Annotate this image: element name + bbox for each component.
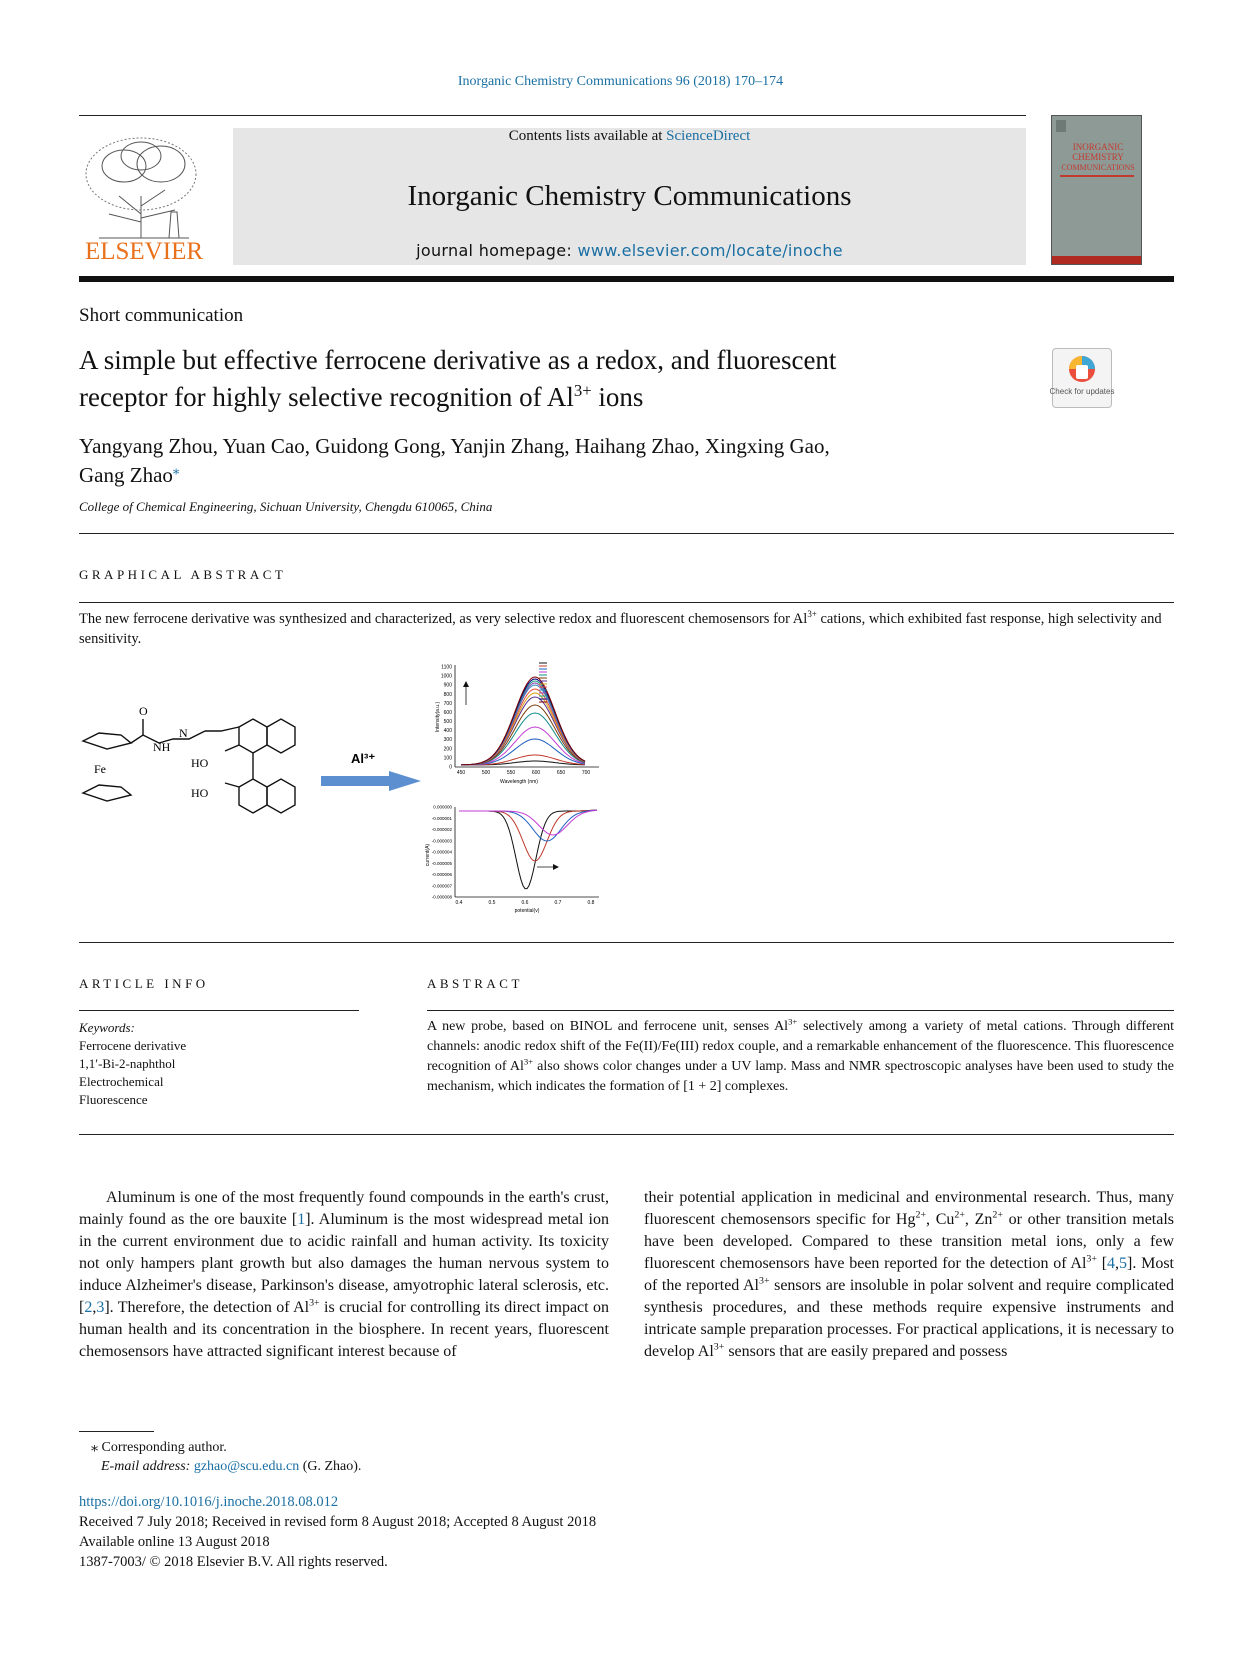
keywords <box>79 1019 359 1109</box>
elsevier-wordmark: ELSEVIER <box>84 238 204 265</box>
body-column-left <box>79 1187 609 1363</box>
graphical-abstract-heading: GRAPHICAL ABSTRACT <box>79 567 287 582</box>
ho-label-1: HO <box>191 756 209 770</box>
fl-xtick-label: 450 <box>456 770 466 776</box>
abstract-part: also shows color changes under a UV lamp. Mass and NMR spectroscopic analyses have been used to study the mechanism, which indicates the formation of [1 + 2] complexes. <box>427 1059 1174 1094</box>
ga-text-sup: 3+ <box>807 609 817 620</box>
fl-xtick-label: 600 <box>531 770 541 776</box>
copyright: 1387-7003/ © 2018 Elsevier B.V. All rights reserved. <box>79 1554 388 1570</box>
abstract-rule <box>427 1010 1174 1011</box>
fl-ytick-label: 800 <box>443 691 452 698</box>
body-sup: 2+ <box>954 1209 965 1221</box>
graphical-abstract-figure <box>79 655 619 925</box>
fl-ytick-label: 700 <box>443 700 452 707</box>
body-sup: 3+ <box>309 1297 320 1309</box>
title-line-2-post: ions <box>591 382 644 412</box>
header-thick-rule <box>79 276 1174 282</box>
abstract-heading: ABSTRACT <box>427 976 523 991</box>
cv-xlabel: potential(v) <box>514 908 540 914</box>
footnote-text: Corresponding author. <box>98 1440 227 1455</box>
abstract-part: A new probe, based on BINOL and ferrocene unit, senses Al <box>427 1019 789 1034</box>
check-updates-label: Check for updates <box>1049 387 1115 396</box>
cv-xtick-label: 0.6 <box>521 900 529 906</box>
body-text: , Cu <box>926 1211 955 1228</box>
reference-link[interactable]: 1 <box>297 1211 306 1228</box>
section-rule <box>79 942 1174 943</box>
title-line-1: A simple but effective ferrocene derivative as a redox, and fluorescent <box>79 345 837 375</box>
title-line-2-pre: receptor for highly selective recognition of Al <box>79 382 574 412</box>
n-label: N <box>179 726 188 740</box>
ferrocene-structure <box>83 719 295 813</box>
reference-link[interactable]: 2 <box>84 1299 93 1316</box>
cover-title-3: COMMUNICATIONS <box>1061 163 1135 172</box>
keyword-item: Ferrocene derivative <box>79 1038 187 1053</box>
fl-xlabel: Wavelength (nm) <box>500 779 538 785</box>
cv-ytick-label: -0.000007 <box>431 883 452 889</box>
journal-reference[interactable]: Inorganic Chemistry Communications 96 (2018) 170–174 <box>457 74 784 89</box>
contents-prefix: Contents lists available at <box>508 128 667 144</box>
body-text: , <box>92 1299 97 1316</box>
ga-text-post: cations, which exhibited fast response, high selectivity and sensitivity. <box>79 611 1162 647</box>
authors <box>79 432 979 490</box>
body-text: sensors are insoluble in polar solvent and require complicated synthesis procedures, and these methods require expensive instruments and intricate sample preparation processes. For practical applications, it is necessary to develop Al <box>644 1277 1175 1360</box>
cover-title-2: CHEMISTRY <box>1072 152 1124 162</box>
body-text: , Zn <box>964 1211 993 1228</box>
body-sup: 2+ <box>992 1209 1003 1221</box>
fl-ytick-label: 1100 <box>441 664 452 671</box>
cv-xtick-label: 0.7 <box>554 900 562 906</box>
received-dates: Received 7 July 2018; Received in revised form 8 August 2018; Accepted 8 August 2018 <box>79 1514 597 1530</box>
fe-label: Fe <box>94 762 106 776</box>
body-text: ]. Therefore, the detection of Al <box>104 1299 310 1316</box>
cv-ytick-label: 0.000000 <box>433 804 452 810</box>
cv-ytick-label: -0.000001 <box>431 815 452 821</box>
homepage-prefix: journal homepage: <box>416 241 578 260</box>
footnote-mark: ⁎ <box>91 1440 98 1455</box>
cv-ytick-label: -0.000006 <box>431 872 452 877</box>
affiliation: College of Chemical Engineering, Sichuan University, Chengdu 610065, China <box>79 499 493 514</box>
footnote-rule <box>79 1431 154 1432</box>
cv-ytick-label: -0.000002 <box>431 827 452 832</box>
body-text: Aluminum is one of the most frequently found compounds in the earth's crust, mainly found as the ore bauxite [ <box>79 1189 609 1228</box>
header-rule <box>79 115 1026 116</box>
journal-title: Inorganic Chemistry Communications <box>407 180 852 212</box>
o-label: O <box>139 704 148 718</box>
keyword-item: Electrochemical <box>79 1074 164 1089</box>
reference-link[interactable]: 5 <box>1119 1255 1128 1272</box>
abstract-sup: 3+ <box>523 1056 534 1067</box>
cv-ylabel: current(A) <box>425 843 431 867</box>
keyword-item: Fluorescence <box>79 1092 148 1107</box>
homepage-link[interactable]: www.elsevier.com/locate/inoche <box>577 241 843 260</box>
fl-ytick-label: 400 <box>443 728 452 735</box>
cv-xtick-label: 0.8 <box>587 900 595 906</box>
body-text: sensors that are easily prepared and possess <box>724 1343 1008 1360</box>
nh-label: NH <box>153 740 171 754</box>
cv-xtick-label: 0.5 <box>488 900 496 906</box>
abstract-text <box>427 1017 1174 1097</box>
body-sup: 3+ <box>758 1275 770 1287</box>
email-owner: (G. Zhao). <box>299 1459 362 1474</box>
journal-cover[interactable] <box>1051 115 1142 265</box>
reference-link[interactable]: 4 <box>1107 1255 1116 1272</box>
authors-line-2-text: Gang Zhao <box>79 463 173 487</box>
authors-line-1: Yangyang Zhou, Yuan Cao, Guidong Gong, Yanjin Zhang, Haihang Zhao, Xingxing Gao, <box>79 434 830 458</box>
cover-title-1: INORGANIC <box>1072 142 1124 152</box>
cv-ytick-label: -0.000003 <box>431 838 452 844</box>
body-text: ]. Aluminum is the most widespread metal ion in the current environment due to acidic rainfall and human activity. Its toxicity not only hampers plant growth but also damages the human nervous system to induce Alzheimer's disease, Parkinson's disease, amyotrophic lateral sclerosis, etc. [ <box>79 1211 609 1316</box>
fl-curve <box>461 697 585 765</box>
cover-image <box>1052 116 1141 264</box>
fl-curve <box>461 705 585 765</box>
available-online: Available online 13 August 2018 <box>79 1534 270 1550</box>
section-rule <box>79 602 1174 603</box>
fl-ytick-label: 600 <box>443 709 452 716</box>
fl-ytick-label: 200 <box>443 746 452 753</box>
article-type: Short communication <box>79 305 244 326</box>
doi-link[interactable]: https://doi.org/10.1016/j.inoche.2018.08.012 <box>79 1494 339 1510</box>
al-arrow-label: Al³⁺ <box>351 751 376 766</box>
body-sup: 3+ <box>713 1341 725 1353</box>
check-for-updates-button[interactable] <box>1049 348 1115 408</box>
fl-xtick-label: 700 <box>581 770 591 776</box>
cv-curve <box>459 810 597 841</box>
reaction-arrow <box>321 771 421 791</box>
fl-ytick-label: 1000 <box>440 673 452 680</box>
cv-curve <box>459 810 597 861</box>
email-link[interactable]: gzhao@scu.edu.cn <box>193 1459 300 1474</box>
journal-homepage <box>233 241 1026 260</box>
body-text: is crucial for controlling its direct impact on human health and its concentration in the biosphere. In recent years, fluorescent chemosensors have attracted significant interest because of <box>79 1299 610 1360</box>
body-text: their potential application in medicinal and environmental research. Thus, many fluorescent chemosensors specific for Hg <box>644 1189 1174 1228</box>
contents-line <box>233 128 1026 145</box>
publication-info <box>79 1492 596 1572</box>
fl-xtick-label: 500 <box>481 770 491 776</box>
fl-ytick-label: 500 <box>443 719 452 726</box>
check-updates-icon <box>1049 349 1115 407</box>
body-text: , <box>1115 1255 1120 1272</box>
body-sup: 3+ <box>1086 1253 1097 1265</box>
elsevier-tree-icon <box>79 126 209 266</box>
ho-label-2: HO <box>191 786 209 800</box>
cv-ytick-label: -0.000008 <box>431 894 452 900</box>
corresponding-author-note <box>79 1438 361 1457</box>
fl-xtick-label: 650 <box>556 770 566 776</box>
reference-link[interactable]: 3 <box>96 1299 105 1316</box>
keyword-item: 1,1′-Bi-2-naphthol <box>79 1056 176 1071</box>
cv-ytick-label: -0.000005 <box>431 860 452 866</box>
section-rule <box>79 1134 1174 1135</box>
footnote <box>79 1438 361 1476</box>
title-line-2 <box>79 379 979 416</box>
graphical-abstract-text <box>79 609 1174 649</box>
fl-ytick-label: 100 <box>443 755 452 762</box>
email-label: E-mail address: <box>101 1459 191 1474</box>
fl-ytick-label: 300 <box>443 737 452 744</box>
sciencedirect-link[interactable]: ScienceDirect <box>666 128 751 144</box>
elsevier-logo[interactable] <box>79 126 209 266</box>
article-info-heading: ARTICLE INFO <box>79 976 209 991</box>
keywords-label: Keywords: <box>79 1020 135 1035</box>
fl-ytick-label: 0 <box>449 764 452 771</box>
fl-ylabel: Intensity(a.u.) <box>435 701 441 733</box>
body-text: or other transition metals have been developed. Compared to these transition metal ions, only a few fluorescent chemosensors have been reported for the detection of Al <box>644 1211 1175 1272</box>
body-column-right <box>644 1187 1174 1363</box>
fl-xtick-label: 550 <box>506 770 516 776</box>
authors-line-2 <box>79 461 979 490</box>
journal-banner <box>233 128 1026 265</box>
title-superscript: 3+ <box>573 381 592 400</box>
abstract-sup: 3+ <box>788 1016 798 1027</box>
fluorescence-chart <box>435 663 599 785</box>
abstract-part: selectively among a variety of metal cations. Through different channels: anodic redox shift of the Fe(II)/Fe(III) redox couple, and a remarkable enhancement of the fluorescence. This fluorescence recognition of Al <box>427 1019 1174 1074</box>
section-rule <box>79 533 1174 534</box>
ga-figure-svg <box>79 655 619 925</box>
cv-chart <box>425 805 599 915</box>
body-sup: 2+ <box>915 1209 927 1221</box>
body-text: ]. Most of the reported Al <box>644 1255 1174 1294</box>
corresponding-author-mark[interactable]: ⁎ <box>172 462 180 477</box>
email-line <box>79 1457 361 1476</box>
ga-text-pre: The new ferrocene derivative was synthesized and characterized, as very selective redox and fluorescent chemosensors for Al <box>79 611 808 627</box>
article-info-rule <box>79 1010 359 1011</box>
article-title <box>79 342 979 416</box>
fl-ytick-label: 900 <box>443 682 452 689</box>
cv-xtick-label: 0.4 <box>455 900 463 906</box>
cv-curve <box>459 810 597 889</box>
body-text: [ <box>1096 1255 1108 1272</box>
cv-ytick-label: -0.000004 <box>431 849 452 855</box>
